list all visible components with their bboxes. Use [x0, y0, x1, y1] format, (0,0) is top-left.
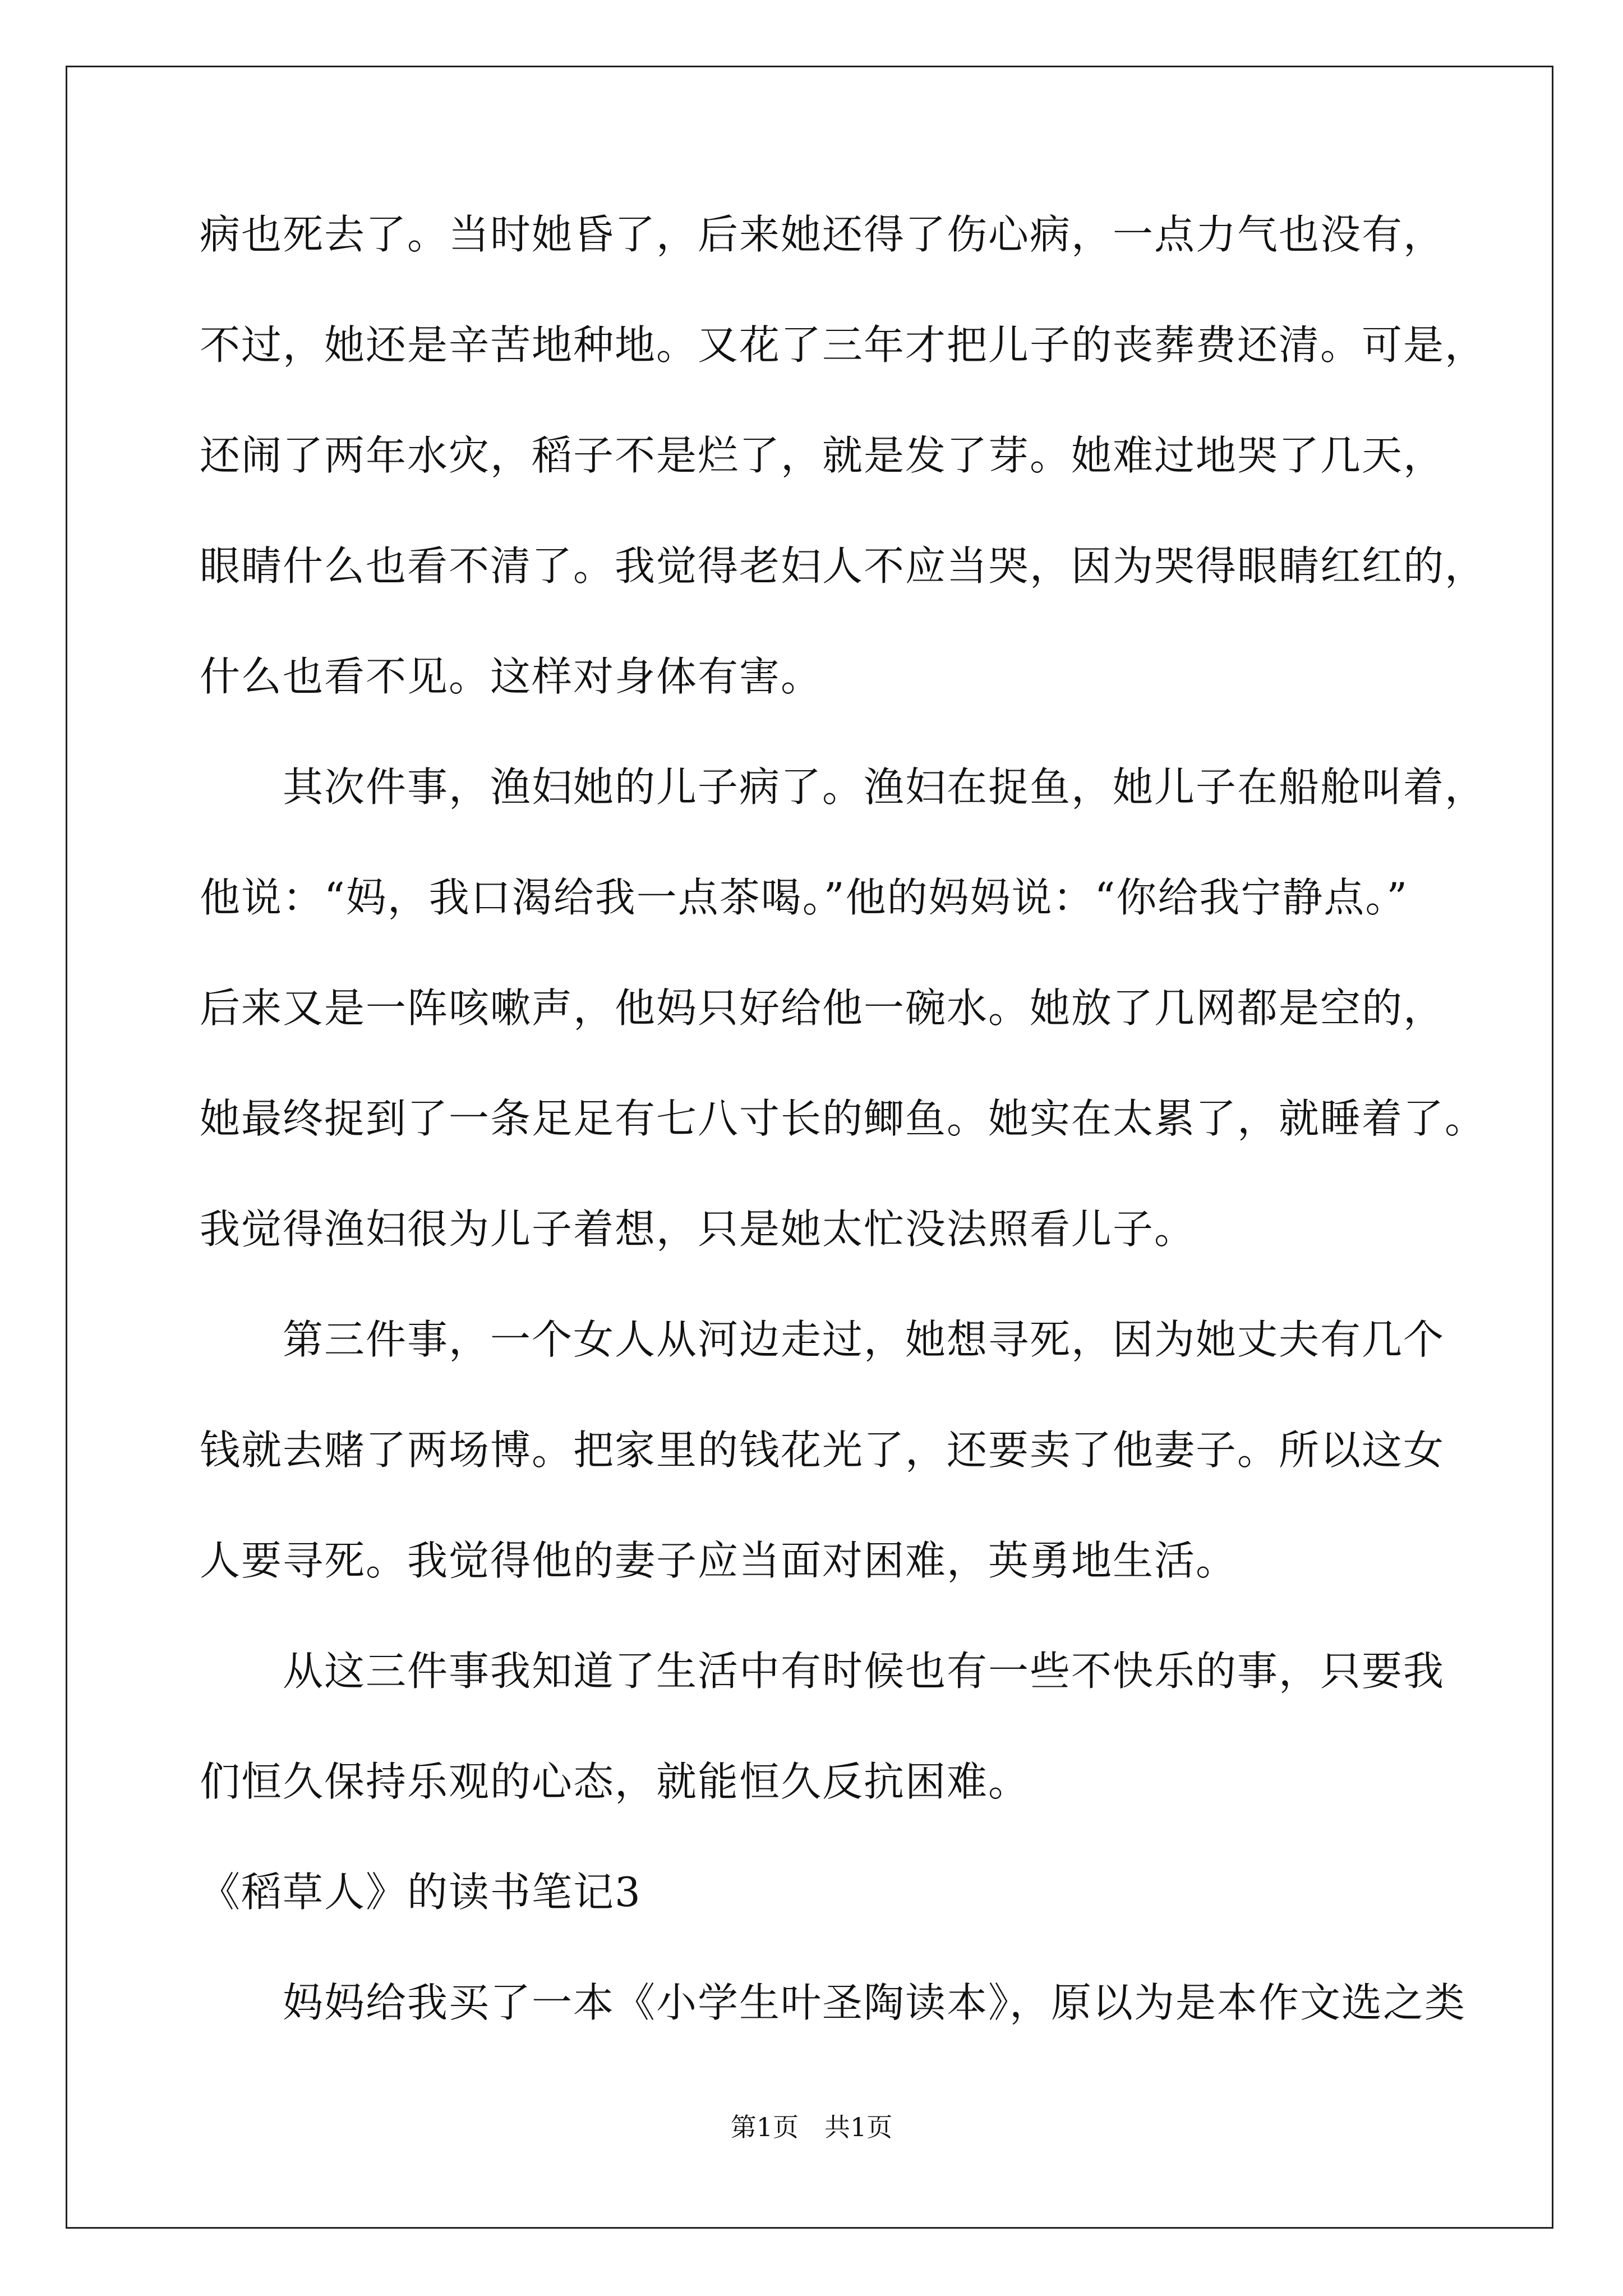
paragraph-line-3: 还闹了两年水灾，稻子不是烂了，就是发了芽。她难过地哭了几天， [200, 432, 1445, 479]
paragraph-line-4: 眼睛什么也看不清了。我觉得老妇人不应当哭，因为哭得眼睛红红的， [200, 542, 1487, 590]
page-footer: 第1页 共1页 [730, 2112, 893, 2142]
paragraph-line-2: 不过，她还是辛苦地种地。又花了三年才把儿子的丧葬费还清。可是， [200, 321, 1487, 369]
paragraph-line-7: 他说：“妈，我口渴给我一点茶喝。”他的妈妈说：“你给我宁静点。” [200, 874, 1409, 921]
paragraph-line-9: 她最终捉到了一条足足有七八寸长的鲫鱼。她实在太累了，就睡着了。 [200, 1095, 1487, 1142]
paragraph-line-13: 人要寻死。我觉得他的妻子应当面对困难，英勇地生活。 [200, 1537, 1238, 1584]
paragraph-line-8: 后来又是一阵咳嗽声，他妈只好给他一碗水。她放了几网都是空的， [200, 984, 1445, 1032]
paragraph-line-17: 妈妈给我买了一本《小学生叶圣陶读本》，原以为是本作文选之类 [200, 1979, 1467, 2026]
paragraph-line-1: 病也死去了。当时她昏了，后来她还得了伤心病，一点力气也没有， [200, 211, 1445, 258]
paragraph-line-5: 什么也看不见。这样对身体有害。 [200, 653, 823, 700]
paragraph-line-12: 钱就去赌了两场博。把家里的钱花光了，还要卖了他妻子。所以这女 [200, 1427, 1445, 1474]
paragraph-line-10: 我觉得渔妇很为儿子着想，只是她太忙没法照看儿子。 [200, 1205, 1196, 1253]
paragraph-line-11: 第三件事，一个女人从河边走过，她想寻死，因为她丈夫有几个 [200, 1316, 1445, 1363]
paragraph-line-14: 从这三件事我知道了生活中有时候也有一些不快乐的事，只要我 [200, 1648, 1445, 1695]
paragraph-line-15: 们恒久保持乐观的心态，就能恒久反抗困难。 [200, 1758, 1030, 1805]
paragraph-line-6: 其次件事，渔妇她的儿子病了。渔妇在捉鱼，她儿子在船舱叫着， [200, 763, 1487, 811]
section-heading: 《稻草人》的读书笔记3 [200, 1869, 642, 1916]
